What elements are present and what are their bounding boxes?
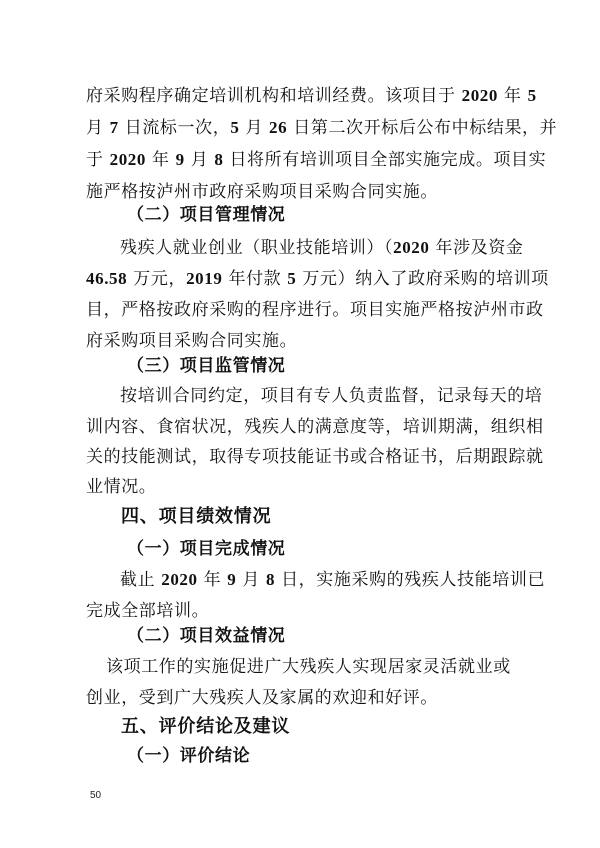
text-run: 万元）纳入了政府采购的培训项: [296, 269, 549, 289]
text-run: 万元，: [127, 269, 187, 289]
text-run: 日将所有培训项目全部实施完成。项目实: [223, 150, 547, 170]
day-number: 7: [109, 118, 119, 137]
paragraph-5-line-1: 该项工作的实施促进广大残疾人实现居家灵活就业或: [106, 657, 511, 677]
day-number: 8: [214, 150, 224, 169]
year-number: 2019: [186, 269, 223, 288]
month-number: 5: [230, 118, 240, 137]
paragraph-2-line-4: 府采购项目采购合同实施。: [86, 331, 298, 351]
amount-number: 5: [287, 269, 297, 288]
heading-project-management: （二）项目管理情况: [127, 205, 286, 225]
text-run: 年: [498, 86, 528, 106]
text-run: 月: [236, 570, 266, 590]
paragraph-1-line-4: 施严格按泸州市政府采购项目采购合同实施。: [86, 182, 438, 202]
paragraph-3-line-4: 业情况。: [86, 477, 157, 497]
paragraph-1-line-3: [86, 149, 547, 171]
paragraph-5-line-2: 创业，受到广大残疾人及家属的欢迎和好评。: [86, 688, 438, 708]
paragraph-3-line-1: 按培训合同约定，项目有专人负责监督，记录每天的培: [120, 386, 543, 406]
paragraph-4-line-1: [120, 569, 560, 591]
amount-number: 46.58: [86, 269, 128, 288]
text-run: 月: [86, 118, 110, 138]
month-number: 9: [227, 570, 237, 589]
page-number: 50: [90, 790, 102, 801]
paragraph-2-line-2: [86, 268, 549, 290]
text-run: 月: [239, 118, 270, 138]
heading-section-4: 四、项目绩效情况: [121, 506, 272, 527]
day-number: 26: [269, 118, 288, 137]
paragraph-1-line-2: [86, 117, 558, 139]
text-run: 年: [197, 570, 228, 590]
paragraph-3-line-3: 关的技能测试，取得专项技能证书或合格证书，后期跟踪就: [86, 447, 544, 467]
paragraph-2-line-1: [120, 237, 560, 259]
heading-project-supervision: （三）项目监管情况: [127, 356, 286, 376]
text-run: 年: [146, 150, 176, 170]
year-number: 2020: [393, 238, 430, 257]
text-run: 日流标一次，: [118, 118, 231, 138]
heading-evaluation-conclusion: （一）评价结论: [127, 746, 251, 766]
text-run: 月: [184, 150, 215, 170]
paragraph-2-line-3: 目，严格按政府采购的程序进行。项目实施严格按泸州市政: [86, 300, 544, 320]
heading-project-benefit: （二）项目效益情况: [127, 626, 286, 646]
year-number: 2020: [161, 570, 198, 589]
text-run: 日，实施采购的残疾人技能培训已: [275, 570, 546, 590]
heading-section-5: 五、评价结论及建议: [121, 716, 291, 737]
text-run: 截止: [120, 570, 162, 590]
day-number: 8: [265, 570, 276, 589]
text-run: 年付款: [222, 269, 288, 289]
text-run: 于: [86, 150, 110, 170]
text-run: 残疾人就业创业（职业技能培训）（: [120, 238, 394, 258]
paragraph-1-line-1: [86, 85, 537, 107]
heading-project-completion: （一）项目完成情况: [127, 539, 286, 559]
text-run: 年涉及资金: [429, 238, 524, 258]
text-run: 日第二次开标后公布中标结果，并: [287, 118, 558, 138]
text-run: 府采购程序确定培训机构和培训经费。该项目于: [86, 86, 462, 106]
month-number: 5: [527, 86, 537, 105]
paragraph-3-line-2: 训内容、食宿状况，残疾人的满意度等，培训期满，组织相: [86, 417, 544, 437]
year-number: 2020: [109, 150, 147, 169]
year-number: 2020: [461, 86, 499, 105]
month-number: 9: [175, 150, 185, 169]
paragraph-4-line-2: 完成全部培训。: [86, 601, 210, 621]
